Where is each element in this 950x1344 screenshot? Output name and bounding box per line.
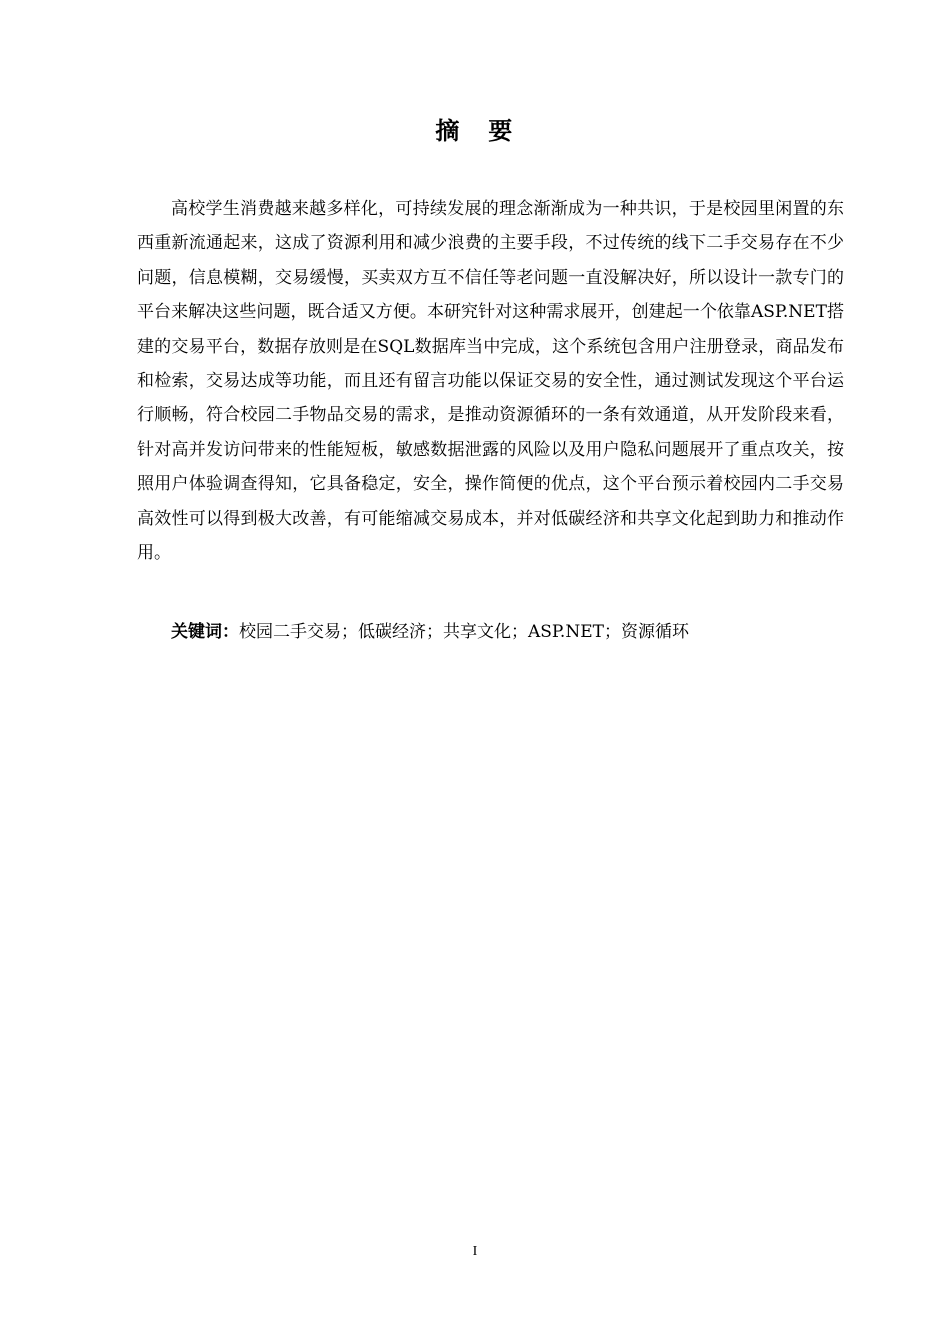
page-title: 摘 要 bbox=[435, 117, 515, 145]
keywords-text: 校园二手交易；低碳经济；共享文化；ASP.NET；资源循环 bbox=[239, 622, 689, 642]
page-number: I bbox=[472, 1244, 478, 1259]
keywords-line bbox=[137, 615, 844, 649]
abstract-paragraph: 高校学生消费越来越多样化，可持续发展的理念渐渐成为一种共识，于是校园里闲置的东西重新流通起来，这成了资源利用和减少浪费的主要手段，不过传统的线下二手交易存在不少问题，信息模糊，交易缓慢，买卖双方互不信任等老问题一直没解决好，所以设计一款专门的平台来解决这些问题，既合适又方便。本研究针对这种需求展开，创建起一个依靠ASP.NET搭建的交易平台，数据存放则是在SQL数据库当中完成，这个系统包含用户注册登录，商品发布和检索，交易达成等功能，而且还有留言功能以保证交易的安全性，通过测试发现这个平台运行顺畅，符合校园二手物品交易的需求，是推动资源循环的一条有效通道，从开发阶段来看，针对高并发访问带来的性能短板，敏感数据泄露的风险以及用户隐私问题展开了重点攻关，按照用户体验调查得知，它具备稳定，安全，操作简便的优点，这个平台预示着校园内二手交易高效性可以得到极大改善，有可能缩减交易成本，并对低碳经济和共享文化起到助力和推动作用。 bbox=[137, 199, 844, 564]
keywords-label: 关键词： bbox=[171, 622, 239, 642]
